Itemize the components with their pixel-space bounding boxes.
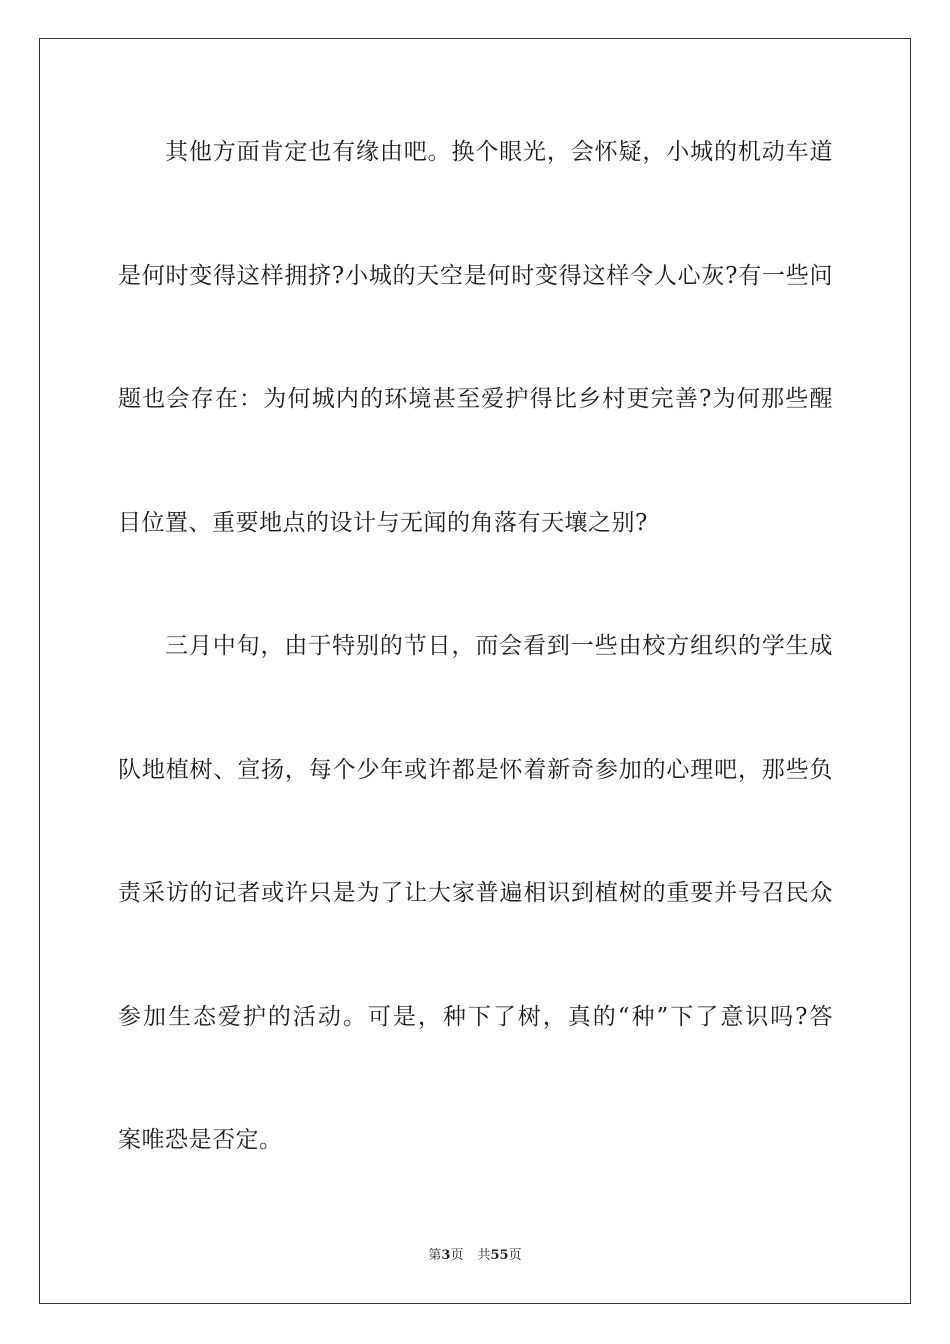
paragraph-2-line-3: 责采访的记者或许只是为了让大家普遍相识到植树的重要并号召民众	[118, 880, 833, 906]
total-pages: 55	[490, 1248, 509, 1263]
paragraph-1-line-3: 题也会存在：为何城内的环境甚至爱护得比乡村更完善?为何那些醒	[118, 386, 833, 412]
total-pages-prefix: 共	[477, 1248, 491, 1263]
page-number-prefix: 第	[428, 1248, 442, 1263]
paragraph-2-line-4: 参加生态爱护的活动。可是，种下了树，真的“种”下了意识吗?答	[118, 1004, 833, 1030]
paragraph-1-line-4: 目位置、重要地点的设计与无闻的角落有天壤之别?	[118, 510, 648, 536]
page-footer	[0, 1247, 950, 1265]
paragraph-2-line-2: 队地植树、宣扬，每个少年或许都是怀着新奇参加的心理吧，那些负	[118, 757, 833, 783]
paragraph-2-line-5: 案唯恐是否定。	[118, 1127, 283, 1153]
paragraph-1-line-2: 是何时变得这样拥挤?小城的天空是何时变得这样令人心灰?有一些问	[118, 263, 833, 289]
page-number-suffix: 页	[450, 1248, 464, 1263]
total-pages-suffix: 页	[508, 1248, 522, 1263]
page-border	[39, 38, 911, 1304]
page-number: 3	[441, 1248, 451, 1263]
paragraph-2-line-1: 三月中旬，由于特别的节日，而会看到一些由校方组织的学生成	[165, 633, 833, 659]
paragraph-1-line-1: 其他方面肯定也有缘由吧。换个眼光，会怀疑，小城的机动车道	[165, 139, 833, 165]
